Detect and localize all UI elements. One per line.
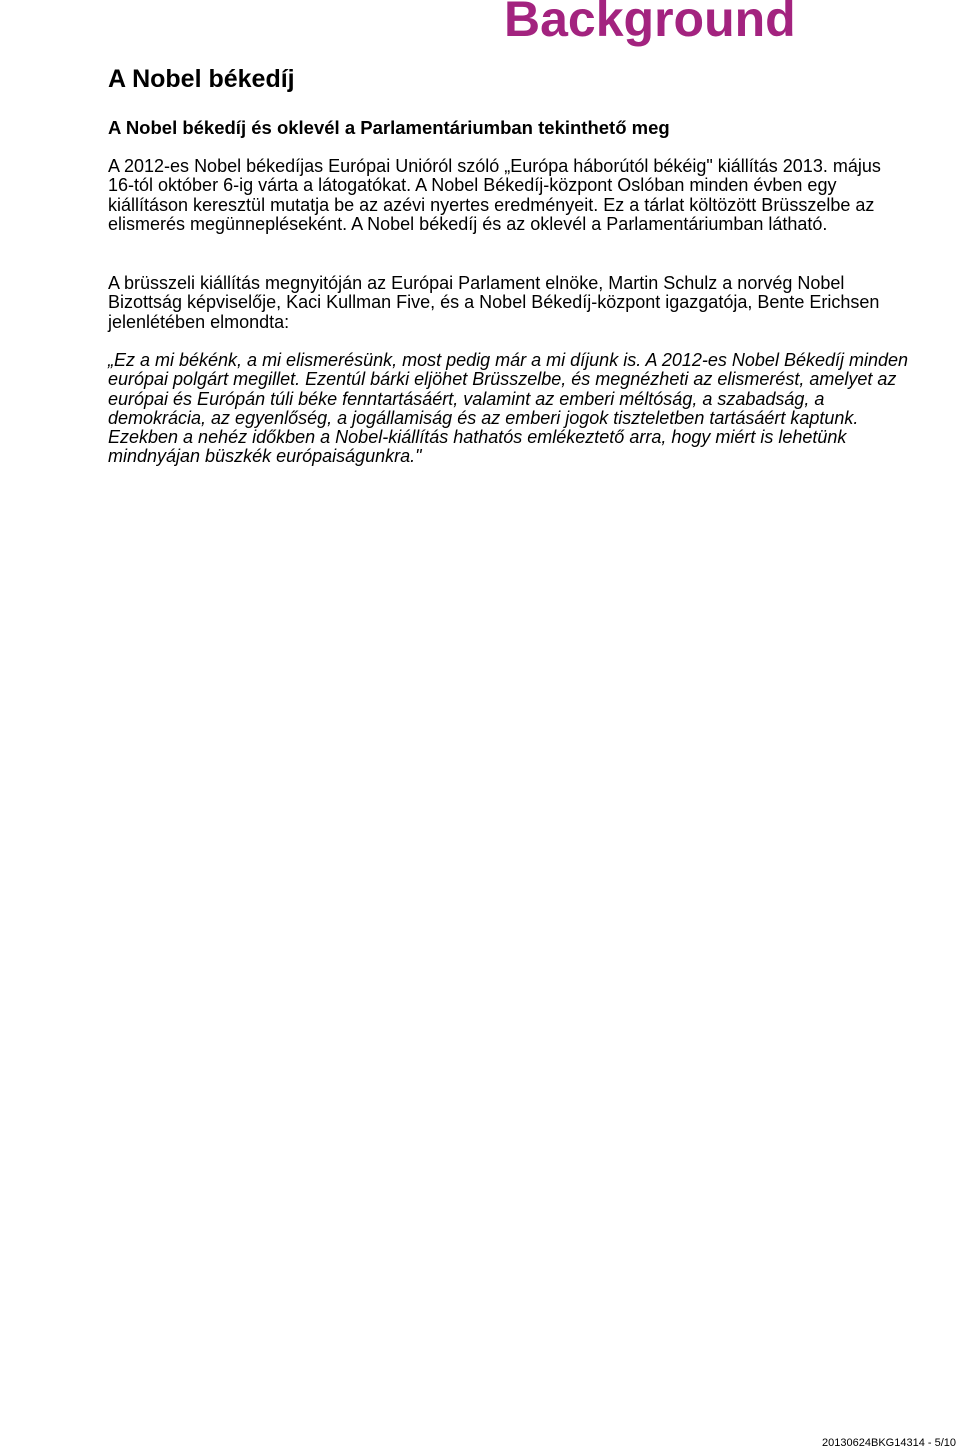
- schulz-quote: „Ez a mi békénk, a mi elismerésünk, most pedig már a mi díjunk is. A 2012-es Nobel Békedíj minden európai polgárt megillet. Ezentúl bárki eljöhet Brüsszelbe, és megnézheti az elismerést, amelyet az európai és Európán túli béke fenntartásáért, valamint az emberi méltóság, a szabadság, a demokrácia, az egyenlőség, a jogállamiság és az emberi jogok tiszteletben tartásáért kaptunk. Ezekben a nehéz időkben a Nobel-kiállítás hathatós emlékeztető arra, hogy miért is lehetünk mindnyájan büszkék európaiságunkra.": [108, 350, 909, 467]
- section-tag: Background: [504, 0, 796, 47]
- document-reference: 20130624BKG14314 - 5/10: [822, 1437, 956, 1449]
- body-paragraph-exhibition: A 2012-es Nobel békedíjas Európai Unióról szóló „Európa háborútól békéig" kiállítás 2013. május 16-tól október 6-ig várta a látogatókat. A Nobel Békedíj-központ Oslóban minden évben egy kiállításon keresztül mutatja be az azévi nyertes eredményeit. Ez a tárlat költözött Brüsszelbe az elismerés megünnepléseként. A Nobel békedíj és az oklevél a Parlamentáriumban látható.: [108, 156, 881, 234]
- body-paragraph-opening: A brüsszeli kiállítás megnyitóján az Európai Parlament elnöke, Martin Schulz a norvég Nobel Bizottság képviselője, Kaci Kullman Five, és a Nobel Békedíj-központ igazgatója, Bente Erichsen jelenlétében elmondta:: [108, 273, 880, 332]
- article-subtitle: A Nobel békedíj és oklevél a Parlamentáriumban tekinthető meg: [108, 117, 670, 138]
- page-title: A Nobel békedíj: [108, 65, 295, 93]
